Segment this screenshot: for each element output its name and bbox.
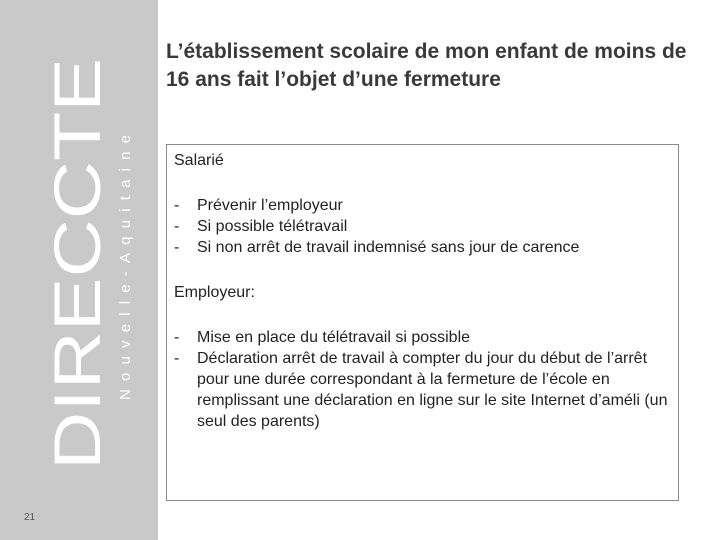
section-heading-employeur: Employeur: xyxy=(174,284,255,301)
content-area xyxy=(174,150,674,432)
list-item: - Déclaration arrêt de travail à compter du jour du début de l’arrêt pour une durée correspondant à la fermeture de l’école en remplissant une déclaration en ligne sur le site Internet d’améli (un seul des parents) xyxy=(174,350,668,430)
bullet-dash: - xyxy=(174,329,180,346)
bullet-dash: - xyxy=(174,239,180,256)
list-item: - Prévenir l’employeur xyxy=(174,197,343,214)
salarie-list xyxy=(174,195,674,258)
brand-sub-text: Nouvelle-Aquitaine xyxy=(117,135,134,400)
slide-title: L’établissement scolaire de mon enfant de moins de 16 ans fait l’objet d’une fermeture xyxy=(166,40,687,91)
bullet-dash: - xyxy=(174,350,180,367)
bullet-dash: - xyxy=(174,218,180,235)
list-item: - Si possible télétravail xyxy=(174,218,348,235)
list-item: - Si non arrêt de travail indemnisé sans jour de carence xyxy=(174,239,580,256)
list-item: - Mise en place du télétravail si possible xyxy=(174,329,471,346)
section-heading-salarie: Salarié xyxy=(174,152,224,169)
brand-main-text: DIRECCTE xyxy=(40,132,114,470)
bullet-dash: - xyxy=(174,197,180,214)
page-number: 21 xyxy=(24,512,36,523)
employeur-list xyxy=(174,327,674,432)
brand-logo xyxy=(0,0,158,540)
sidebar xyxy=(0,0,158,540)
